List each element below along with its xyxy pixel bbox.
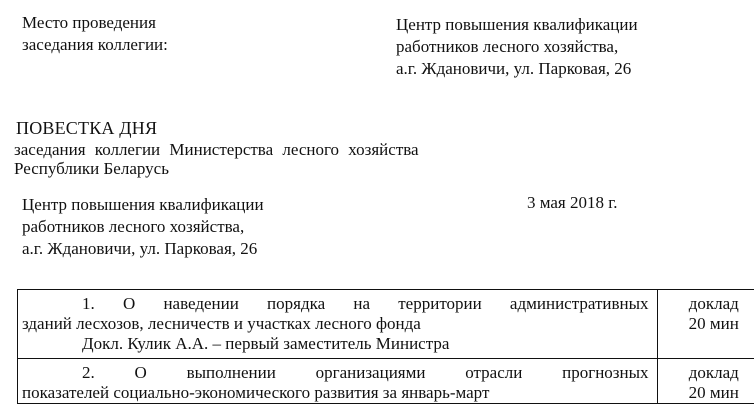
agenda-item-duration [657,359,754,404]
duration-time: 20 мин [658,383,754,403]
venue-address-line: а.г. Ждановичи, ул. Парковая, 26 [396,58,638,80]
duration-type: доклад [658,363,754,383]
meeting-place [22,194,264,260]
agenda-item [18,290,754,359]
agenda-subtitle [14,140,419,178]
agenda-item-description [18,359,658,404]
venue-label [22,12,168,56]
agenda-item-line: 2. О выполнении организациями отрасли прогнозных [22,363,649,383]
agenda-item-line: показателей социально-экономического развития за январь-март [22,383,649,403]
agenda-subtitle-line: Республики Беларусь [14,159,419,178]
agenda-item-speaker: Докл. Кулик А.А. – первый заместитель Министра [22,334,649,354]
agenda-item [18,359,754,404]
venue-address-line: Центр повышения квалификации [396,14,638,36]
meeting-place-line: Центр повышения квалификации [22,194,264,216]
venue-address-line: работников лесного хозяйства, [396,36,638,58]
meeting-place-line: работников лесного хозяйства, [22,216,264,238]
agenda-item-description [18,290,658,359]
meeting-place-line: а.г. Ждановичи, ул. Парковая, 26 [22,238,264,260]
agenda-title: ПОВЕСТКА ДНЯ [16,118,157,138]
venue-label-line: Место проведения [22,12,168,34]
agenda-table [17,289,754,404]
agenda-item-duration [657,290,754,359]
venue-label-line: заседания коллегии: [22,34,168,56]
agenda-subtitle-line: заседания коллегии Министерства лесного хозяйства [14,140,419,159]
meeting-date: 3 мая 2018 г. [527,192,618,214]
duration-time: 20 мин [658,314,754,334]
agenda-item-line: зданий лесхозов, лесничеств и участках лесного фонда [22,314,649,334]
venue-address [396,14,638,80]
duration-type: доклад [658,294,754,314]
agenda-item-line: 1. О наведении порядка на территории административных [22,294,649,314]
